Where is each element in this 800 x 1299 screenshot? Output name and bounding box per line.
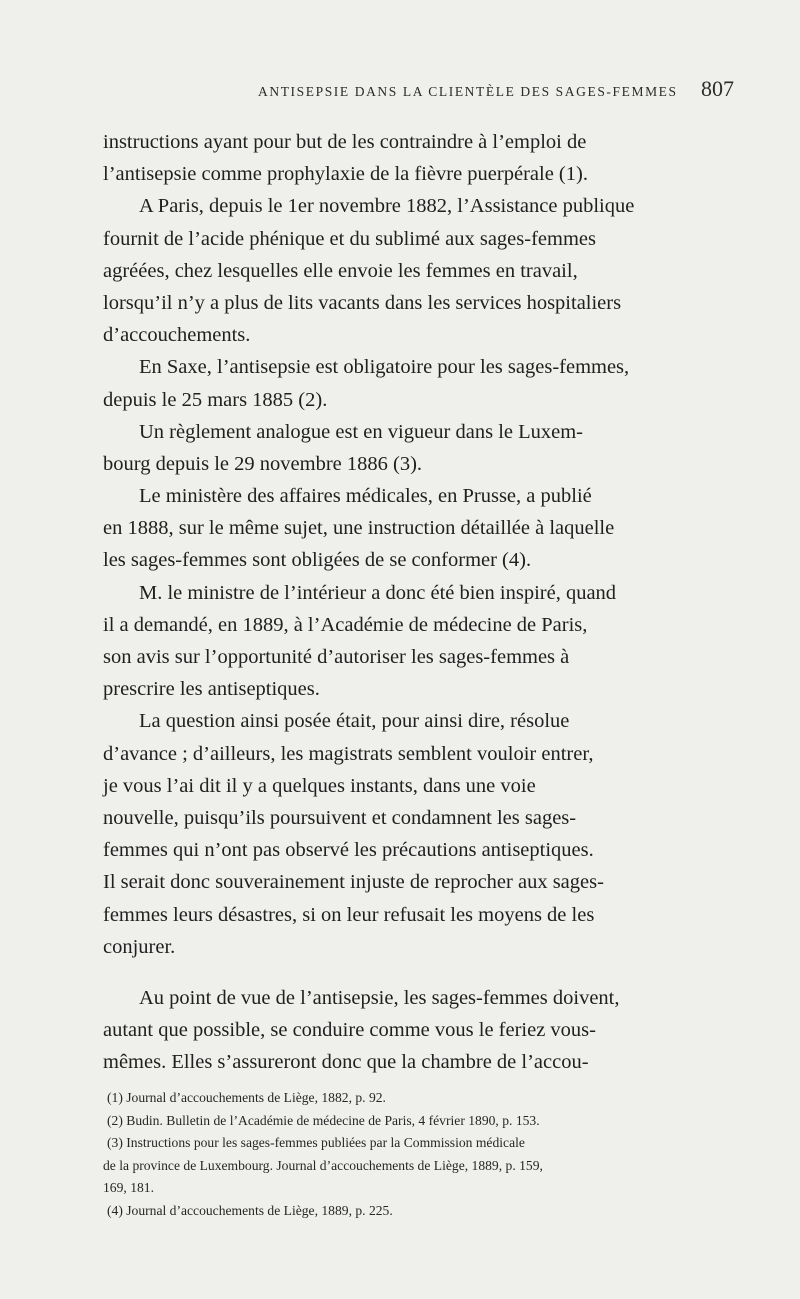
text-line: Le ministère des affaires médicales, en Prusse, a publié [139,485,592,508]
text-line: prescrire les antiseptiques. [103,678,320,701]
footnote: (2) Budin. Bulletin de l’Académie de médecine de Paris, 4 février 1890, p. 153. [107,1112,540,1128]
footnote-continuation: 169, 181. [103,1180,154,1196]
text-line: autant que possible, se conduire comme vous le feriez vous- [103,1019,596,1042]
text-line: agréées, chez lesquelles elle envoie les femmes en travail, [103,259,578,282]
text-line: mêmes. Elles s’assureront donc que la chambre de l’accou- [103,1051,589,1074]
text-line: nouvelle, puisqu’ils poursuivent et condamnent les sages- [103,806,577,829]
text-line: femmes leurs désastres, si on leur refusait les moyens de les [103,903,595,926]
paragraph-gap [0,963,800,982]
page-header [258,76,734,102]
footnote: (3) Instructions pour les sages-femmes publiées par la Commission médicale [107,1135,525,1151]
text-line: lorsqu’il n’y a plus de lits vacants dans les services hospitaliers [103,291,622,314]
text-line: M. le ministre de l’intérieur a donc été bien inspiré, quand [139,581,617,604]
text-line: d’accouchements. [103,324,251,347]
text-line: depuis le 25 mars 1885 (2). [103,388,328,411]
text-line: Il serait donc souverainement injuste de reprocher aux sages- [103,871,604,894]
text-line: en 1888, sur le même sujet, une instruction détaillée à laquelle [103,517,615,540]
body-text [0,126,800,1078]
text-line: son avis sur l’opportunité d’autoriser les sages-femmes à [103,646,570,668]
footnote: (4) Journal d’accouchements de Liège, 1889, p. 225. [107,1202,393,1218]
page-number: 807 [701,76,734,101]
text-line: A Paris, depuis le 1er novembre 1882, l’Assistance publique [139,195,635,218]
text-line: l’antisepsie comme prophylaxie de la fièvre puerpérale (1). [103,163,588,186]
text-line: Au point de vue de l’antisepsie, les sages-femmes doivent, [139,986,620,1009]
text-line: conjurer. [103,935,176,958]
text-line: femmes qui n’ont pas observé les précautions antiseptiques. [103,839,594,862]
footnotes [0,1087,800,1223]
text-line: les sages-femmes sont obligées de se conformer (4). [103,549,532,572]
text-line: il a demandé, en 1889, à l’Académie de médecine de Paris, [103,613,588,636]
text-line: je vous l’ai dit il y a quelques instants, dans une voie [103,774,536,797]
text-line: bourg depuis le 29 novembre 1886 (3). [103,452,423,475]
running-title: ANTISEPSIE DANS LA CLIENTÈLE DES SAGES-FEMMES [258,84,678,99]
text-line: instructions ayant pour but de les contraindre à l’emploi de [103,131,587,153]
text-line: Un règlement analogue est en vigueur dans le Luxem- [139,420,584,443]
footnote: (1) Journal d’accouchements de Liège, 1882, p. 92. [107,1090,386,1105]
text-line: En Saxe, l’antisepsie est obligatoire pour les sages-femmes, [139,356,630,379]
text-line: fournit de l’acide phénique et du sublimé aux sages-femmes [103,227,596,250]
text-line: d’avance ; d’ailleurs, les magistrats semblent vouloir entrer, [103,742,594,765]
text-line: La question ainsi posée était, pour ainsi dire, résolue [139,710,570,733]
footnote-continuation: de la province de Luxembourg. Journal d’accouchements de Liège, 1889, p. 159, [103,1157,543,1173]
